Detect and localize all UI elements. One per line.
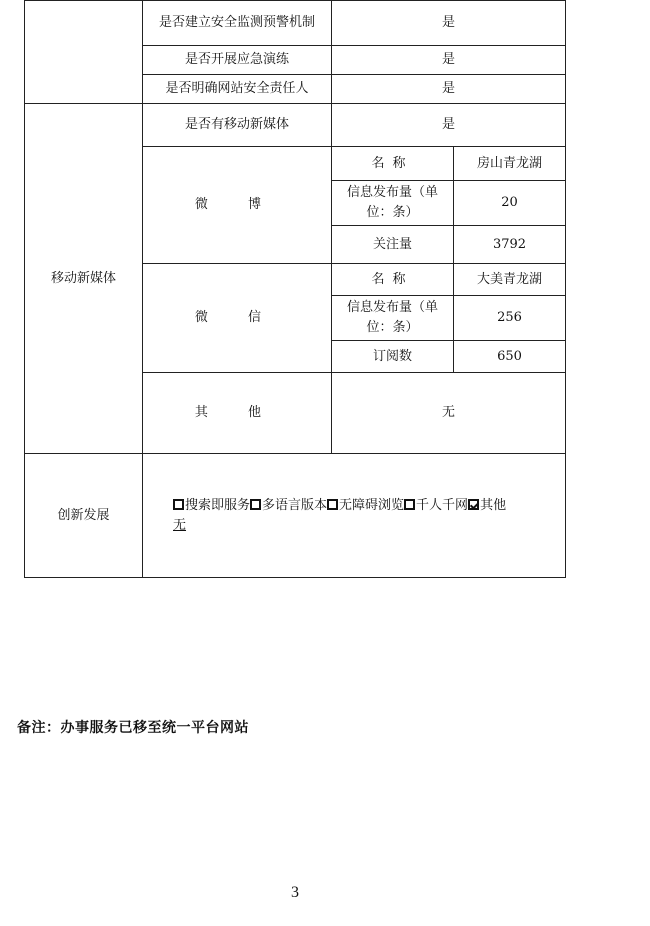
innovation-section-label: 创新发展 <box>25 454 143 578</box>
innovation-option-list <box>173 498 506 513</box>
report-table <box>24 0 566 578</box>
weibo-name-label: 名称 <box>332 147 454 181</box>
checkbox-icon[interactable] <box>404 499 415 510</box>
checked-checkbox-icon[interactable] <box>468 499 479 510</box>
table-row <box>25 104 566 147</box>
other-value: 无 <box>332 373 566 454</box>
has-mobile-value: 是 <box>332 104 566 147</box>
innovation-other-value: 无 <box>173 517 187 533</box>
wechat-posts-label: 信息发布量（单位：条） <box>332 296 454 341</box>
wechat-subscribers-label: 订阅数 <box>332 341 454 373</box>
footnote: 备注：办事服务已移至统一平台网站 <box>17 720 249 736</box>
mobile-section-label: 移动新媒体 <box>25 104 143 454</box>
innovation-option-label: 多语言版本 <box>262 497 328 513</box>
table-row <box>25 1 566 46</box>
security-section-cell <box>25 1 143 104</box>
innovation-option-label: 搜索即服务 <box>185 497 251 513</box>
wechat-subscribers-value: 650 <box>454 341 566 373</box>
wechat-label: 微 信 <box>143 264 332 373</box>
innovation-option-label: 无障碍浏览 <box>339 497 405 513</box>
drill-label: 是否开展应急演练 <box>143 46 332 75</box>
weibo-label: 微 博 <box>143 147 332 264</box>
innovation-options <box>143 454 566 578</box>
wechat-name-value: 大美青龙湖 <box>454 264 566 296</box>
innovation-option-label: 千人千网 <box>416 497 469 513</box>
table-row <box>25 454 566 578</box>
weibo-followers-label: 关注量 <box>332 226 454 264</box>
weibo-followers-value: 3792 <box>454 226 566 264</box>
page-number: 3 <box>291 884 299 901</box>
checkbox-icon[interactable] <box>250 499 261 510</box>
drill-value: 是 <box>332 46 566 75</box>
has-mobile-label: 是否有移动新媒体 <box>143 104 332 147</box>
checkbox-icon[interactable] <box>173 499 184 510</box>
weibo-posts-label: 信息发布量（单位：条） <box>332 181 454 226</box>
weibo-posts-value: 20 <box>454 181 566 226</box>
responsible-label: 是否明确网站安全责任人 <box>143 75 332 104</box>
checkbox-icon[interactable] <box>327 499 338 510</box>
monitoring-label: 是否建立安全监测预警机制 <box>143 1 332 46</box>
other-label: 其 他 <box>143 373 332 454</box>
wechat-posts-value: 256 <box>454 296 566 341</box>
wechat-name-label: 名称 <box>332 264 454 296</box>
responsible-value: 是 <box>332 75 566 104</box>
monitoring-value: 是 <box>332 1 566 46</box>
innovation-option-label: 其他 <box>480 497 507 513</box>
weibo-name-value: 房山青龙湖 <box>454 147 566 181</box>
